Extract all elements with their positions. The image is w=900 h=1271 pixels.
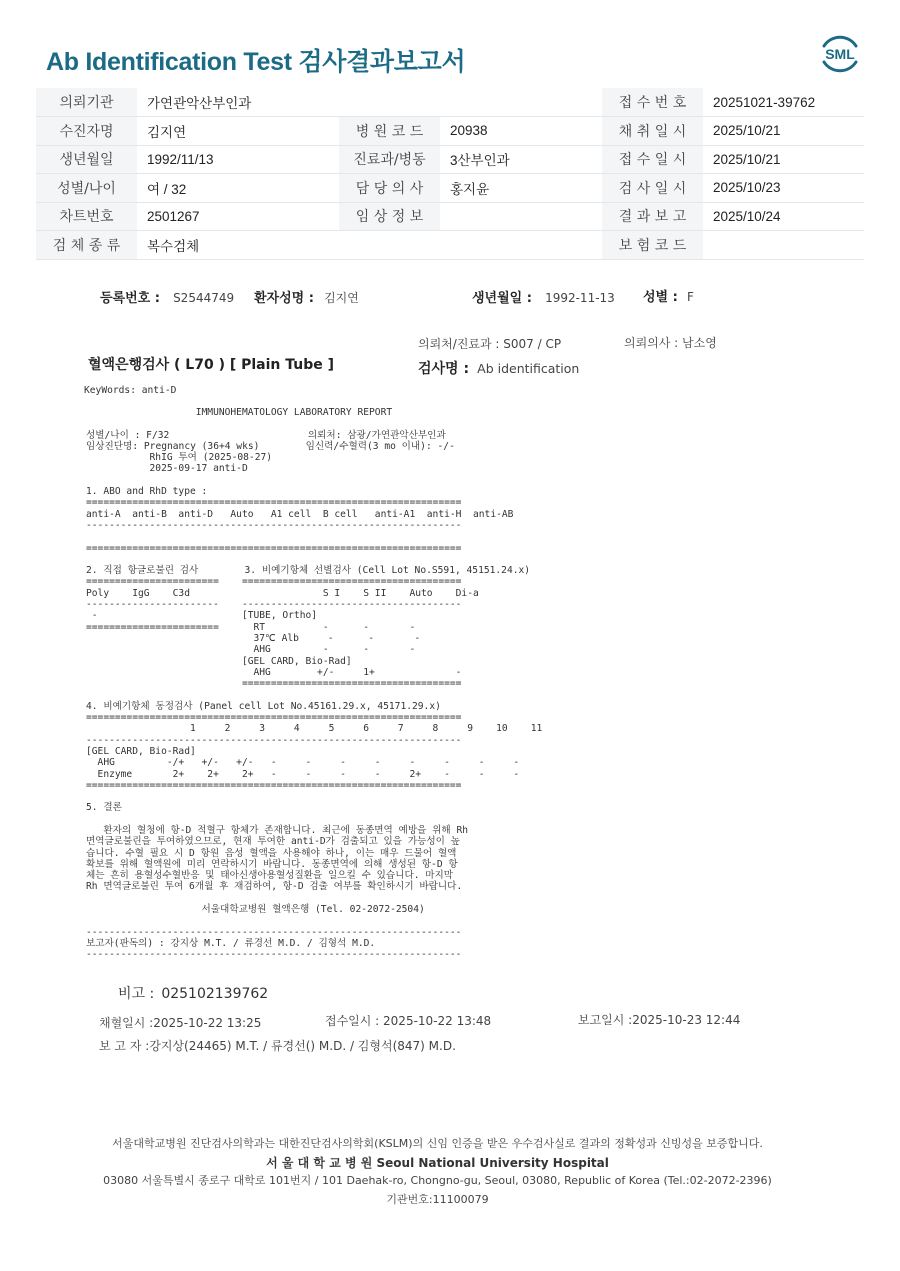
info-value [703,231,864,260]
lab-report-body: IMMUNOHEMATOLOGY LABORATORY REPORT 성별/나이 : F/32 의뢰처: 삼광/가연관악산부인과 임상진단명: Pregnancy (36+4 wks) 임신력/수혈력(3 mo 이내): -/- RhIG 투여 (2025-08-27) 2025-09-17 anti-D 1. ABO and RhD type : ================================================================= anti-A anti-B anti-D Auto A1 cell B cell anti-A1 anti-H anti-AB ----------------------------------------------------------------- ================================================================= 2. 직접 항글로불린 검사 3. 비예기항체 선별검사 (Cell Lot No.S591, 45151.24.x) ======================= ====================================== Poly IgG C3d S I S II Auto Di-a ----------------------- -------------------------------------- - [TUBE, Ortho] ======================= RT - - - 37℃ Alb - - - AHG - - - [GEL CARD, Bio-Rad] AHG +/- 1+ - ====================================== 4. 비예기항체 동정검사 (Panel cell Lot No.45161.29.x, 45171.29.x) ================================================================= 1 2 3 4 5 6 7 8 9 10 11 ----------------------------------------------------------------- [GEL CARD, Bio-Rad] AHG -/+ +/- +/- - - - - - - - - Enzyme 2+ 2+ 2+ - - - - 2+ - - - ================================================================= 5. 결론 환자의 혈청에 항-D 적혈구 항체가 존재합니다. 최근에 동종면역 예방을 위해 Rh 면역글로불린을 투여하였으므로, 현재 투여한 anti-D가 검출되고 있을 가능성이 높 습니다. 수혈 필요 시 D 항원 음성 혈액을 사용해야 하나, 이는 매우 드물어 혈액 확보를 위해 혈액원에 미리 연락하시기 바랍니다. 동종면역에 의해 생성된 항-D 항 체는 흔히 용혈성수혈반응 및 태아신생아용혈성질환을 일으킬 수 있습니다. 마지막 Rh 면역글로불린 투여 6개월 후 재검하여, 항-D 검출 여부를 확인하시기 바랍니다. 서울대학교병원 혈액은행 (Tel. 02-2072-2504) ----------------------------------------------------------------- 보고자(판독의) : 강지상 M.T. / 류경선 M.D. / 김형석 M.D. ----------------------------------------------------------------- [86,407,543,961]
hospital-name: 서 울 대 학 교 병 원 Seoul National University Hospital [266,1156,609,1170]
test-name-row: 검사명 : Ab identification [418,361,580,377]
info-label: 차트번호 [36,202,137,231]
info-value: 2501267 [137,202,339,231]
info-value: 김지연 [137,117,339,146]
info-label: 검 사 일 시 [602,174,703,203]
info-value: 가연관악산부인과 [137,88,339,117]
keywords: KeyWords: anti-D [84,385,177,396]
info-label: 임 상 정 보 [339,202,440,231]
institution-number: 기관번호:11100079 [386,1193,489,1206]
info-value: 2025/10/24 [703,202,864,231]
reported-time: 보고일시 :2025-10-23 12:44 [578,1013,741,1027]
info-label: 접 수 일 시 [602,145,703,174]
sml-logo-icon [818,32,862,76]
patient-name-row: 환자성명 : 김지연 [254,291,359,306]
collected-time: 채혈일시 :2025-10-22 13:25 [99,1016,262,1030]
info-label: 검 체 종 류 [36,231,137,260]
info-value [339,88,440,117]
info-label: 병 원 코 드 [339,117,440,146]
info-value: 2025/10/23 [703,174,864,203]
patient-name: 김지연 [324,291,359,305]
info-label: 보 험 코 드 [602,231,703,260]
sex: F [686,290,694,304]
info-value: 1992/11/13 [137,145,339,174]
birth-row: 생년월일 : 1992-11-13 [472,291,615,306]
info-value: 20938 [440,117,602,146]
sex-row: 성별 : F [643,290,694,305]
info-value: 3산부인과 [440,145,602,174]
info-row [36,202,864,231]
patient-info-table [36,88,864,260]
info-label: 수진자명 [36,117,137,146]
info-label: 접 수 번 호 [602,88,703,117]
info-label: 채 취 일 시 [602,117,703,146]
remark-value: 025102139762 [161,986,269,1002]
info-row [36,145,864,174]
reg-no: S2544749 [173,291,235,305]
info-value: 여 / 32 [137,174,339,203]
info-value: 홍지윤 [440,174,602,203]
info-value: 2025/10/21 [703,117,864,146]
info-label: 진료과/병동 [339,145,440,174]
report-title: Ab Identification Test 검사결과보고서 [46,48,466,76]
birth-date: 1992-11-13 [545,291,615,305]
info-label: 성별/나이 [36,174,137,203]
ordering-doctor: 의뢰의사 : 남소영 [624,336,717,350]
scanned-report [0,270,900,1260]
info-value: 복수검체 [137,231,339,260]
reg-no-row: 등록번호 : S2544749 [100,291,235,306]
info-label: 생년월일 [36,145,137,174]
info-value: 20251021-39762 [703,88,864,117]
test-name: Ab identification [477,361,580,376]
info-label: 의뢰기관 [36,88,137,117]
info-value [339,231,440,260]
info-row [36,117,864,146]
info-row [36,231,864,260]
info-label: 담 당 의 사 [339,174,440,203]
info-row [36,174,864,203]
dept-info: 의뢰처/진료과 : S007 / CP [418,337,562,351]
info-row [36,88,864,117]
logo-text: SML [825,46,855,62]
info-value: 2025/10/21 [703,145,864,174]
hospital-address: 03080 서울특별시 종로구 대학로 101번지 / 101 Daehak-ro, Chongno-gu, Seoul, 03080, Republic of Korea (Tel.:02-2072-2396) [103,1174,772,1187]
remark-row: 비고 : 025102139762 [118,986,269,1002]
info-value [440,88,602,117]
info-value [440,202,602,231]
info-label: 결 과 보 고 [602,202,703,231]
test-category: 혈액은행검사 ( L70 ) [ Plain Tube ] [88,357,335,373]
reporters: 보 고 자 :강지상(24465) M.T. / 류경선() M.D. / 김형석(847) M.D. [99,1039,456,1053]
certification-note: 서울대학교병원 진단검사의학과는 대한진단검사의학회(KSLM)의 신임 인증을 받은 우수검사실로 결과의 정확성과 신빙성을 보증합니다. [112,1137,763,1150]
info-value [440,231,602,260]
received-time: 접수일시 : 2025-10-22 13:48 [325,1014,492,1028]
